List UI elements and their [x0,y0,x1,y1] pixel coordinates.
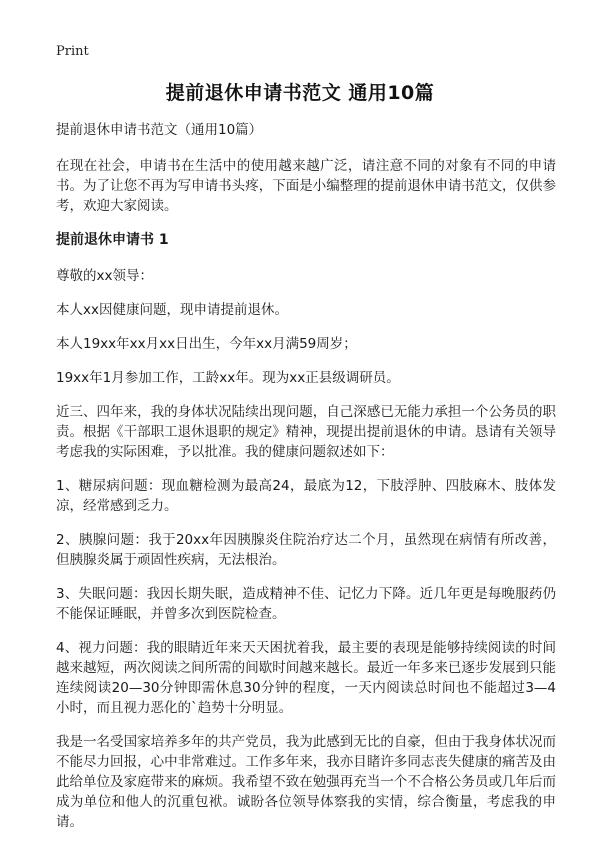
salutation: 尊敬的xx领导： [56,268,153,284]
print-link[interactable]: Print [56,44,89,59]
statement-line: 本人xx因健康问题，现申请提前退休。 [56,302,288,318]
birth-line: 本人19xx年xx月xx日出生，今年xx月满59周岁； [56,336,357,352]
work-line: 19xx年1月参加工作，工龄xx年。现为xx正县级调研员。 [56,370,400,386]
intro-paragraph: 在现在社会，申请书在生活中的使用越来越广泛，请注意不同的对象有不同的申请书。为了让您不再为写申请书头疼，下面是小编整理的提前退休申请书范文，仅供参考，欢迎大家阅读。 [56,158,556,214]
section-heading: 提前退休申请书 1 [56,232,169,248]
page-title: 提前退休申请书范文 通用10篇 [165,82,435,104]
reason-paragraph: 近三、四年来，我的身体状况陆续出现问题，自己深感已无能力承担一个公务员的职责。根据《干部职工退休退职的规定》精神，现提出提前退休的申请。恳请有关领导考虑我的实际困难，予以批准。我的健康问题叙述如下： [56,404,556,460]
health-item-pancreas: 2、胰腺问题：我于20xx年因胰腺炎住院治疗达二个月，虽然现在病情有所改善，但胰腺炎属于顽固性疾病，无法根治。 [56,532,556,568]
document-body [56,120,556,846]
health-item-insomnia: 3、失眠问题：我因长期失眠，造成精神不佳、记忆力下降。近几年更是每晚服药仍不能保证睡眠，并曾多次到医院检查。 [56,586,556,622]
health-item-diabetes: 1、糖尿病问题：现血糖检测为最高24，最底为12，下肢浮肿、四肢麻木、肢体发凉，经常感到乏力。 [56,478,556,514]
document-subtitle: 提前退休申请书范文（通用10篇） [56,122,263,138]
closing-paragraph: 我是一名受国家培养多年的共产党员，我为此感到无比的自豪，但由于我身体状况而不能尽力回报，心中非常难过。工作多年来，我亦目睹许多同志丧失健康的痛苦及由此给单位及家庭带来的麻烦。我希望不致在勉强再充当一个不合格公务员或几年后而成为单位和他人的沉重包袱。诚盼各位领导体察我的实情，综合衡量，考虑我的申请。 [56,734,556,830]
health-item-vision: 4、视力问题：我的眼睛近年来天天困扰着我，最主要的表现是能够持续阅读的时间越来越短，两次阅读之间所需的间歇时间越来越长。最近一年多来已逐步发展到只能连续阅读20—30分钟即需休息30分钟的程度，一天内阅读总时间也不能超过3—4小时，而且视力恶化的`趋势十分明显。 [56,640,556,716]
